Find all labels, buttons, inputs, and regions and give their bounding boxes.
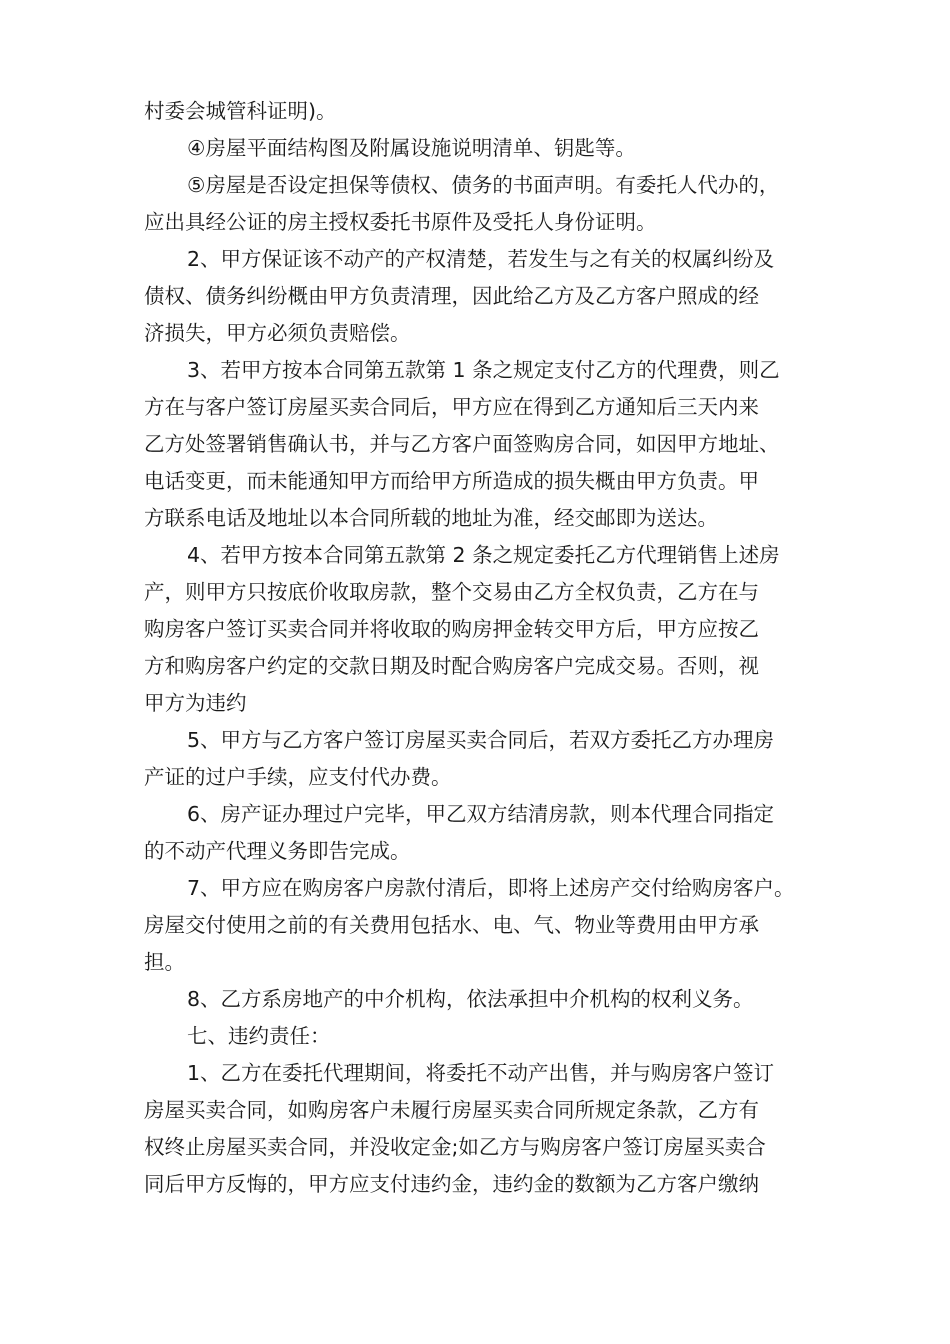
text-line: 房屋交付使用之前的有关费用包括水、电、气、物业等费用由甲方承 bbox=[144, 913, 759, 937]
text-line: 的不动产代理义务即告完成。 bbox=[144, 839, 411, 863]
text-line: 5、甲方与乙方客户签订房屋买卖合同后，若双方委托乙方办理房 bbox=[187, 728, 775, 752]
text-line: 方在与客户签订房屋买卖合同后，甲方应在得到乙方通知后三天内来 bbox=[144, 395, 759, 419]
text-line: 村委会城管科证明)。 bbox=[144, 99, 337, 123]
text-line: 担。 bbox=[144, 950, 185, 974]
text-line: 甲方为违约 bbox=[144, 691, 247, 715]
text-line: ⑤房屋是否设定担保等债权、债务的书面声明。有委托人代办的， bbox=[187, 173, 780, 197]
text-line: ④房屋平面结构图及附属设施说明清单、钥匙等。 bbox=[187, 136, 636, 160]
text-line: 1、乙方在委托代理期间，将委托不动产出售，并与购房客户签订 bbox=[187, 1061, 775, 1085]
text-line: 产证的过户手续，应支付代办费。 bbox=[144, 765, 452, 789]
text-line: 购房客户签订买卖合同并将收取的购房押金转交甲方后，甲方应按乙 bbox=[144, 617, 759, 641]
text-line: 应出具经公证的房主授权委托书原件及受托人身份证明。 bbox=[144, 210, 657, 234]
document-body bbox=[144, 93, 814, 1203]
text-line: 2、甲方保证该不动产的产权清楚，若发生与之有关的权属纠纷及 bbox=[187, 247, 775, 271]
text-line: 7、甲方应在购房客户房款付清后，即将上述房产交付给购房客户。 bbox=[187, 876, 795, 900]
text-line: 3、若甲方按本合同第五款第 1 条之规定支付乙方的代理费，则乙 bbox=[187, 358, 780, 382]
text-line: 6、房产证办理过户完毕，甲乙双方结清房款，则本代理合同指定 bbox=[187, 802, 775, 826]
text-line: 乙方处签署销售确认书，并与乙方客户面签购房合同，如因甲方地址、 bbox=[144, 432, 780, 456]
section-heading: 七、违约责任： bbox=[187, 1024, 331, 1048]
text-line: 产，则甲方只按底价收取房款，整个交易由乙方全权负责，乙方在与 bbox=[144, 580, 759, 604]
text-line: 债权、债务纠纷概由甲方负责清理，因此给乙方及乙方客户照成的经 bbox=[144, 284, 759, 308]
text-line: 同后甲方反悔的，甲方应支付违约金，违约金的数额为乙方客户缴纳 bbox=[144, 1172, 759, 1196]
text-line: 济损失，甲方必须负责赔偿。 bbox=[144, 321, 411, 345]
text-line: 8、乙方系房地产的中介机构，依法承担中介机构的权利义务。 bbox=[187, 987, 754, 1011]
text-line: 权终止房屋买卖合同，并没收定金;如乙方与购房客户签订房屋买卖合 bbox=[144, 1135, 766, 1159]
text-line: 方联系电话及地址以本合同所载的地址为准，经交邮即为送达。 bbox=[144, 506, 718, 530]
text-line: 方和购房客户约定的交款日期及时配合购房客户完成交易。否则，视 bbox=[144, 654, 759, 678]
text-line: 电话变更，而未能通知甲方而给甲方所造成的损失概由甲方负责。甲 bbox=[144, 469, 759, 493]
text-line: 房屋买卖合同，如购房客户未履行房屋买卖合同所规定条款，乙方有 bbox=[144, 1098, 759, 1122]
text-line: 4、若甲方按本合同第五款第 2 条之规定委托乙方代理销售上述房 bbox=[187, 543, 780, 567]
